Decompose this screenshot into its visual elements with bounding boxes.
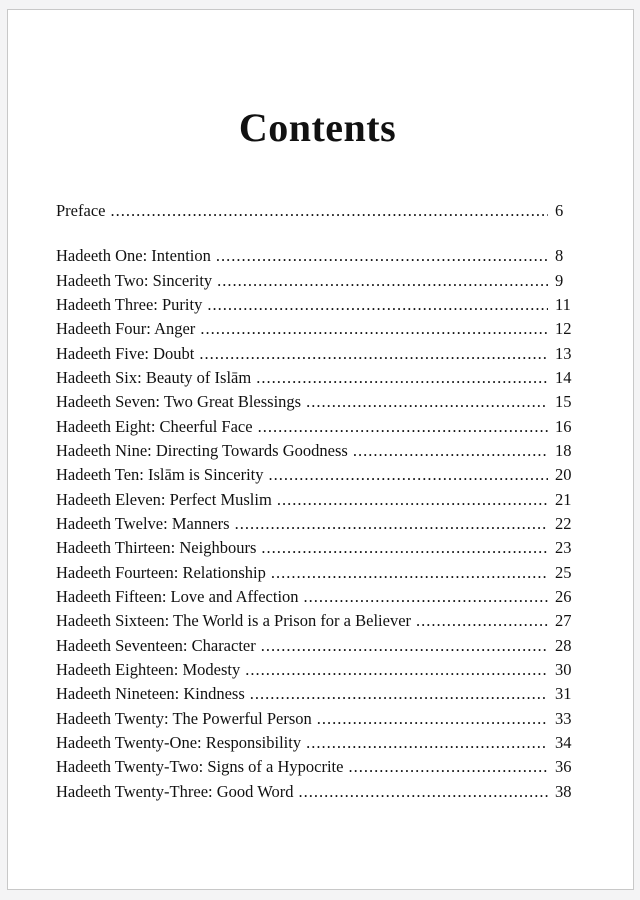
toc-preface-section [56, 199, 579, 223]
toc-entry [56, 609, 579, 633]
toc-dotted-leader [245, 658, 548, 682]
toc-entry [56, 366, 579, 390]
toc-dotted-leader [217, 269, 548, 293]
toc-page-number: 30 [555, 659, 572, 679]
toc-entry [56, 755, 579, 779]
toc-entry-label: Hadeeth Eighteen: Modesty [56, 659, 241, 679]
toc-entry [56, 731, 579, 755]
toc-page-number: 11 [555, 294, 571, 314]
toc-entry [56, 415, 579, 439]
toc-entry-label: Hadeeth Six: Beauty of Islām [56, 367, 252, 387]
toc-entry-label: Hadeeth Thirteen: Neighbours [56, 538, 257, 558]
toc-entry [56, 269, 579, 293]
toc-dotted-leader [271, 561, 548, 585]
toc-dotted-leader [304, 585, 548, 609]
toc-page-number: 34 [555, 732, 572, 752]
toc-entry-label: Hadeeth Ten: Islām is Sincerity [56, 465, 264, 485]
toc-entry-label: Preface [56, 201, 106, 220]
toc-entry-label: Hadeeth One: Intention [56, 246, 211, 266]
toc-entry-label: Hadeeth Twenty-Three: Good Word [56, 781, 294, 801]
toc-page-number: 38 [555, 781, 572, 801]
toc-page-number: 18 [555, 440, 572, 460]
toc-dotted-leader [200, 317, 548, 341]
toc-entry-label: Hadeeth Seventeen: Character [56, 635, 256, 655]
toc-dotted-leader [235, 512, 548, 536]
toc-entry [56, 293, 579, 317]
toc-page-number: 13 [555, 343, 572, 363]
toc-entry [56, 585, 579, 609]
toc-dotted-leader [277, 488, 548, 512]
toc-entry-label: Hadeeth Nineteen: Kindness [56, 684, 245, 704]
toc-page-number: 36 [555, 757, 572, 777]
toc-dotted-leader [258, 415, 548, 439]
toc-page-number: 27 [555, 611, 572, 631]
toc-dotted-leader [199, 342, 548, 366]
toc-entry-label: Hadeeth Twenty-One: Responsibility [56, 732, 302, 752]
toc-dotted-leader [261, 634, 548, 658]
toc-entry-label: Hadeeth Four: Anger [56, 319, 196, 339]
toc-entry-label: Hadeeth Eight: Cheerful Face [56, 416, 253, 436]
toc-entry-label: Hadeeth Fifteen: Love and Affection [56, 586, 299, 606]
toc-entry [56, 199, 579, 223]
toc-page-number: 31 [555, 684, 572, 704]
toc-entry-label: Hadeeth Seven: Two Great Blessings [56, 392, 302, 412]
toc-entry-label: Hadeeth Five: Doubt [56, 343, 195, 363]
toc-dotted-leader [317, 707, 548, 731]
toc-dotted-leader [306, 731, 548, 755]
toc-entry [56, 658, 579, 682]
toc-dotted-leader [250, 682, 548, 706]
toc-dotted-leader [306, 390, 548, 414]
book-page [7, 9, 634, 890]
toc-entry [56, 244, 579, 268]
toc-dotted-leader [216, 244, 548, 268]
toc-entry [56, 634, 579, 658]
toc-entries-section [56, 244, 579, 804]
toc-entry-label: Hadeeth Twenty: The Powerful Person [56, 708, 312, 728]
toc-page-number: 15 [555, 392, 572, 412]
toc-entry-label: Hadeeth Fourteen: Relationship [56, 562, 266, 582]
toc-entry-label: Hadeeth Twenty-Two: Signs of a Hypocrite [56, 757, 344, 777]
toc-page-number: 28 [555, 635, 572, 655]
toc-dotted-leader [110, 199, 548, 223]
toc-entry-label: Hadeeth Three: Purity [56, 294, 203, 314]
toc-entry [56, 317, 579, 341]
toc-dotted-leader [348, 755, 548, 779]
toc-entry [56, 342, 579, 366]
toc-page-number: 6 [555, 201, 564, 220]
toc-entry-label: Hadeeth Eleven: Perfect Muslim [56, 489, 272, 509]
toc-entry [56, 512, 579, 536]
toc-entry [56, 390, 579, 414]
toc-page-number: 12 [555, 319, 572, 339]
toc-page-number: 23 [555, 538, 572, 558]
toc-entry [56, 488, 579, 512]
toc-page-number: 14 [555, 367, 572, 387]
toc-entry [56, 536, 579, 560]
toc-dotted-leader [269, 463, 549, 487]
toc-entry [56, 439, 579, 463]
toc-page-number: 21 [555, 489, 572, 509]
toc-page-number: 8 [555, 246, 564, 266]
toc-dotted-leader [353, 439, 548, 463]
toc-dotted-leader [256, 366, 548, 390]
toc-dotted-leader [207, 293, 548, 317]
toc-page-number: 33 [555, 708, 572, 728]
toc-page-number: 16 [555, 416, 572, 436]
toc-page-number: 25 [555, 562, 572, 582]
toc-entry [56, 463, 579, 487]
toc-dotted-leader [416, 609, 548, 633]
toc-page-number: 9 [555, 270, 564, 290]
toc-page-number: 22 [555, 513, 572, 533]
toc-entry [56, 780, 579, 804]
table-of-contents [56, 199, 579, 804]
toc-dotted-leader [298, 780, 548, 804]
toc-dotted-leader [261, 536, 548, 560]
toc-entry [56, 707, 579, 731]
toc-page-number: 20 [555, 465, 572, 485]
toc-entry-label: Hadeeth Two: Sincerity [56, 270, 213, 290]
toc-entry-label: Hadeeth Twelve: Manners [56, 513, 230, 533]
toc-entry-label: Hadeeth Nine: Directing Towards Goodness [56, 440, 348, 460]
page-title: Contents [238, 105, 397, 150]
toc-entry-label: Hadeeth Sixteen: The World is a Prison for a Believer [56, 611, 412, 631]
toc-entry [56, 561, 579, 585]
toc-page-number: 26 [555, 586, 572, 606]
toc-entry [56, 682, 579, 706]
